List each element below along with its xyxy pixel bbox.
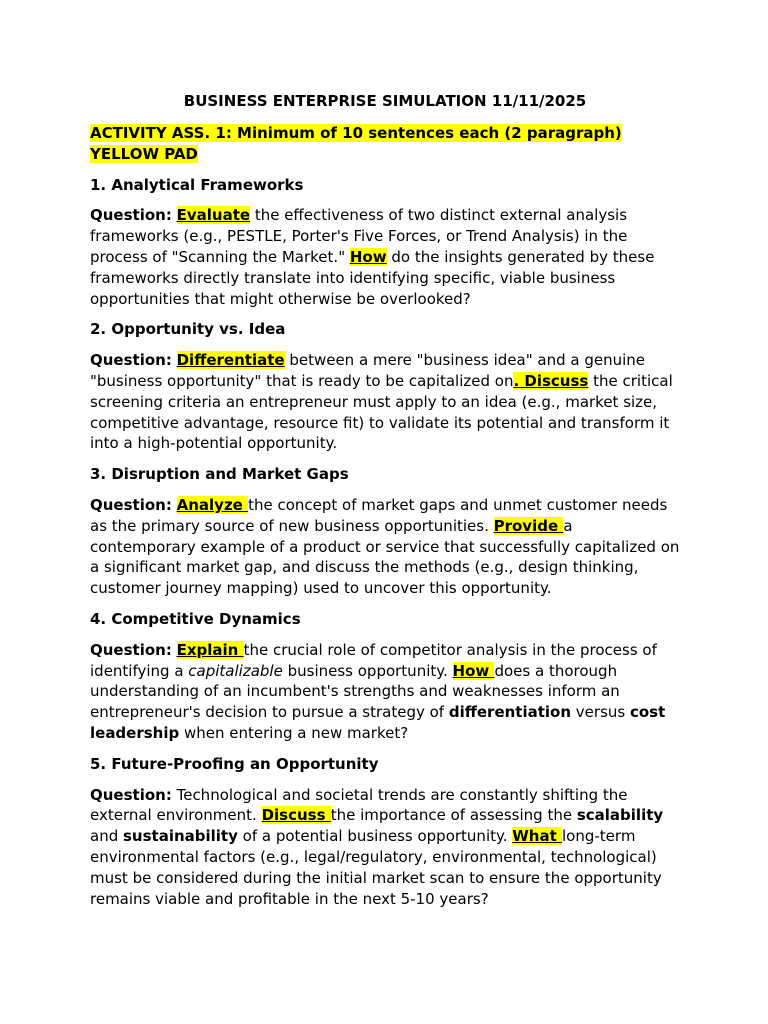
question-text: business opportunity. [282, 661, 453, 680]
question-text: the concept of market gaps and unmet customer needs as the primary source of new business opportunities. [90, 495, 668, 535]
question-paragraph-3 [90, 495, 680, 599]
question-paragraph-4 [90, 640, 680, 744]
activity-instructions [90, 123, 680, 165]
question-text: when entering a new market? [179, 723, 409, 742]
question-text: the effectiveness of two distinct external analysis frameworks (e.g., PESTLE, Porter's Five Forces, or Trend Analysis) in the process of "Scanning the Market." [90, 206, 628, 266]
keyword-highlight: Analyze [176, 495, 249, 514]
keyword-highlight: Evaluate [176, 206, 251, 225]
document-title: BUSINESS ENTERPRISE SIMULATION 11/11/2025 [183, 92, 587, 110]
keyword-highlight: Differentiate [176, 351, 285, 370]
keyword-highlight: . Discuss [513, 371, 589, 390]
question-paragraph-1 [90, 205, 680, 309]
question-paragraph-2 [90, 350, 680, 454]
question-text: long-term environmental factors (e.g., legal/regulatory, environmental, technological) must be considered during the initial market scan to ensure the opportunity remains viable and profitable in the next 5-10 years? [90, 827, 662, 908]
question-text: do the insights generated by these frameworks directly translate into identifying specific, viable business opportunities that might otherwise be overlooked? [90, 247, 655, 308]
bold-term: cost leadership [90, 703, 666, 742]
question-text: does a thorough understanding of an incumbent's strengths and weaknesses inform an entrepreneur's decision to pursue a strategy of [90, 661, 620, 722]
question-text: the critical screening criteria an entrepreneur must apply to an idea (e.g., market size, competitive advantage, resource fit) to validate its potential and transform it into a high-potential opportunity. [90, 371, 673, 453]
section-heading-5: 5. Future-Proofing an Opportunity [90, 754, 379, 773]
bold-term: scalability [576, 806, 664, 825]
keyword-highlight: Provide [493, 516, 564, 535]
question-text: and [90, 827, 123, 846]
section-heading-2: 2. Opportunity vs. Idea [90, 320, 286, 339]
question-text: Technological and societal trends are constantly shifting the external environment. [90, 785, 628, 825]
question-text: of a potential business opportunity. [237, 827, 513, 846]
question-text: a contemporary example of a product or service that successfully capitalized on a significant market gap, and discuss the methods (e.g., design thinking, customer journey mapping) used to uncover this opportunity. [90, 516, 680, 598]
keyword-highlight: Explain [176, 640, 244, 659]
question-text: versus [571, 703, 630, 722]
question-text: between a mere "business idea" and a genuine "business opportunity" that is ready to be capitalized on [90, 351, 646, 390]
section-heading-4: 4. Competitive Dynamics [90, 609, 301, 628]
bold-term: sustainability [123, 827, 238, 846]
activity-line-1: ACTIVITY ASS. 1: Minimum of 10 sentences each (2 paragraph) [90, 124, 622, 142]
document-page [90, 91, 680, 919]
question-label: Question: [90, 351, 172, 370]
activity-line-2: YELLOW PAD [90, 144, 198, 163]
question-label: Question: [90, 495, 172, 514]
question-paragraph-5 [90, 785, 680, 910]
question-text: the importance of assessing the [330, 806, 577, 825]
keyword-highlight: What [512, 827, 563, 846]
question-label: Question: [90, 206, 172, 225]
question-label: Question: [90, 785, 172, 804]
italic-term: capitalizable [188, 661, 283, 680]
keyword-highlight: Discuss [261, 806, 331, 825]
keyword-highlight: How [452, 661, 495, 680]
bold-term: differentiation [448, 703, 572, 722]
section-heading-1: 1. Analytical Frameworks [90, 175, 304, 194]
question-text: the crucial role of competitor analysis in the process of identifying a [90, 640, 657, 680]
keyword-highlight: How [349, 247, 387, 266]
section-heading-3: 3. Disruption and Market Gaps [90, 465, 349, 484]
question-label: Question: [90, 640, 172, 659]
